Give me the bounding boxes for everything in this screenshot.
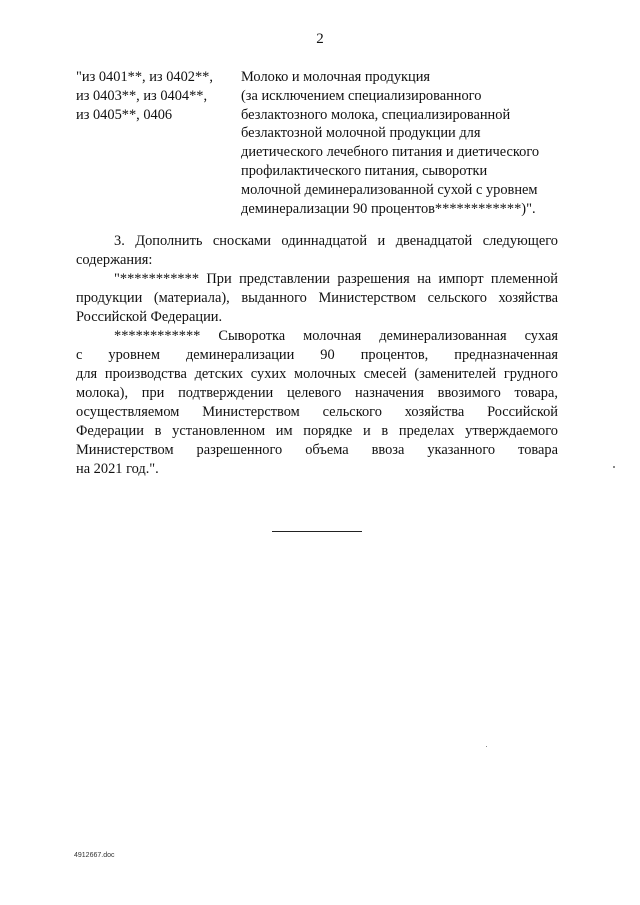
end-divider (272, 531, 362, 532)
footnote-line: молока), при подтверждении целевого назначения ввозимого товара, (76, 385, 558, 401)
product-line: безлактозного молока, специализированной (241, 106, 511, 123)
product-line: безлактозной молочной продукции для (241, 125, 481, 142)
footnote-12 (76, 327, 558, 479)
product-line: диетического лечебного питания и диетического (241, 144, 540, 161)
footnote-line: для производства детских сухих молочных смесей (заменителей грудного (76, 366, 558, 382)
product-line: Молоко и молочная продукция (241, 69, 431, 85)
paragraph-line: содержания: (76, 252, 153, 268)
product-line: профилактического питания, сыворотки (241, 162, 488, 179)
footnote-line: осуществляемом Министерством сельского хозяйства Российской (76, 404, 558, 420)
tariff-codes-line: "из 0401**, из 0402**, (76, 69, 213, 85)
paragraph-3 (76, 232, 558, 270)
product-line: деминерализации 90 процентов************)". (241, 200, 536, 217)
product-description (241, 68, 571, 218)
scan-speck (486, 746, 487, 747)
tariff-codes-line: из 0403**, из 0404**, (76, 87, 208, 104)
footnote-line: Российской Федерации. (76, 309, 223, 325)
footnote-line: Министерством разрешенного объема ввоза указанного товара (76, 442, 558, 458)
product-line: молочной деминерализованной сухой с уровнем (241, 181, 538, 198)
footnote-line: ************ Сыворотка молочная деминерализованная сухая (114, 328, 558, 344)
tariff-codes-line: из 0405**, 0406 (76, 106, 173, 123)
scan-speck (613, 466, 615, 468)
page-number: 2 (316, 31, 324, 47)
footnote-11 (76, 270, 558, 327)
paragraph-line: 3. Дополнить сносками одиннадцатой и двенадцатой следующего (114, 233, 558, 249)
footnote-line: продукции (материала), выданного Министерством сельского хозяйства (76, 290, 558, 306)
footnote-line: на 2021 год.". (76, 461, 159, 477)
footnote-line: "*********** При представлении разрешения на импорт племенной (114, 271, 558, 287)
product-line: (за исключением специализированного (241, 87, 482, 104)
footnote-line: Федерации в установленном им порядке и в пределах утверждаемого (76, 423, 558, 439)
tariff-codes (76, 68, 236, 124)
document-id: 4912667.doc (74, 852, 115, 859)
footnote-line: с уровнем деминерализации 90 процентов, предназначенная (76, 347, 558, 363)
